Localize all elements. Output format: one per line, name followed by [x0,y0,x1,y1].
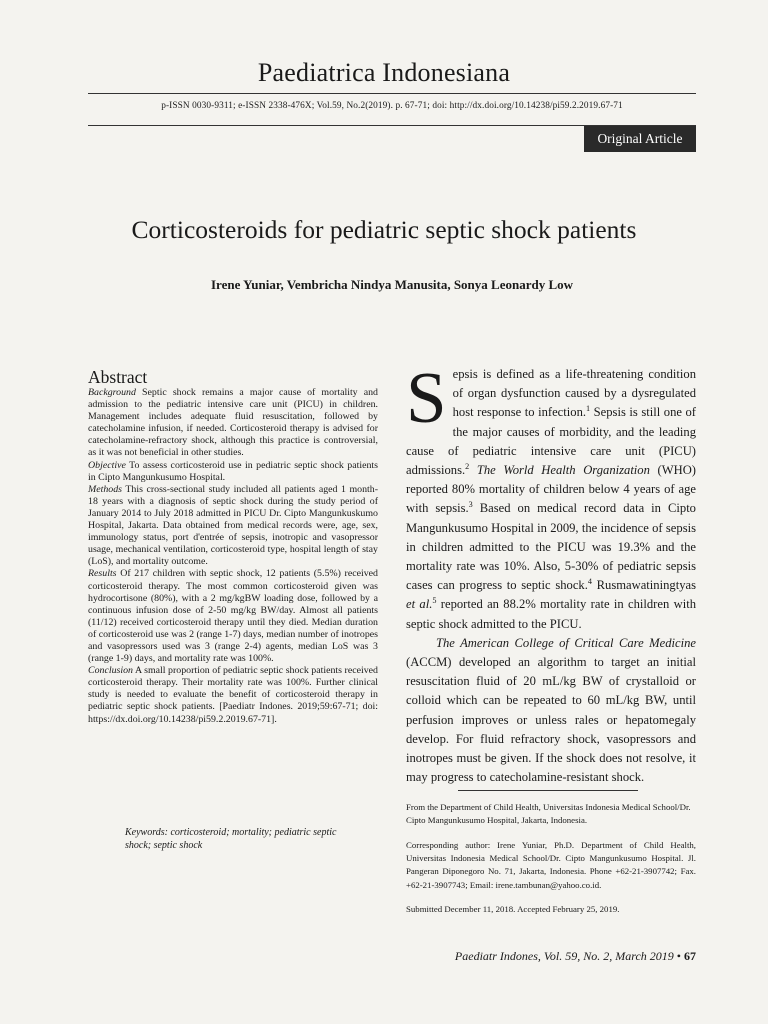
intro-text-g: reported an 88.2% mortality rate in children with septic shock admitted to the PICU. [406,597,696,631]
corresponding-author-note: Corresponding author: Irene Yuniar, Ph.D. Department of Child Health, Universitas Indonesia Medical School/Dr. Cipto Mangunkusumo Hospital. Jl. Pangeran Diponegoro No. 71, Jakarta, Indonesia. Phone +62-21-3907742; Fax. +62-21-3907743; Email: irene.tambunan@yahoo.co.id. [406,840,696,890]
abstract-background [88,387,378,460]
footnote-rule [458,790,638,791]
intro-text-e: Based on medical record data in Cipto Mangunkusumo Hospital in 2009, the incidence of sepsis in children admitted to the PICU was 19.3% and the mortality rate was 10%. Also, 5-30% of pediatric sepsis cases can progress to septic shock. [406,501,696,593]
journal-title: Paediatrica Indonesiana [257,58,511,87]
ref-4: 4 [587,577,592,587]
author-list: Irene Yuniar, Vembricha Nindya Manusita, Sonya Leonardy Low [210,277,574,292]
body-text-column [406,357,696,787]
results-text: Of 217 children with septic shock, 12 patients (5.5%) received corticosteroid therapy. The most common corticosteroid given was hydrocortisone (80%), with a 2 mg/kgBW loading dose, followed by a continuous infusion dose of 2-50 mg/kg BW/day. Almost all patients (11/12) received corticosteroid therapy until they died. Median duration of corticosteroid use was 2 (range 1-7) days, median number of inotropes and vasopressors used was 3 (range 2-4) agents, median LoS was 3 (range 1-9) days, and mortality rate was 100%. [88,568,378,665]
abstract-results [88,568,378,665]
et-al: et al. [406,597,433,612]
affiliation-note: From the Department of Child Health, Universitas Indonesia Medical School/Dr. Cipto Mangunkusumo Hospital, Jakarta, Indonesia. [406,802,691,826]
background-label: Background [88,387,136,398]
footer-citation: Paediatr Indones, Vol. 59, No. 2, March 2019 [454,949,674,963]
abstract-conclusion [88,665,378,725]
intro-text-b: Sepsis is still one of the major causes of morbidity, and the leading cause of pediatric intensive care unit (PICU) admissions. [406,405,696,478]
article-type-label: Original Article [584,126,696,152]
issn-doi-line: p-ISSN 0030-9311; e-ISSN 2338-476X; Vol.59, No.2(2019). p. 67-71; doi: http://dx.doi.org/10.14238/pi59.2.2019.67-71 [161,101,623,111]
objective-text: To assess corticosteroid use in pediatric septic shock patients in Cipto Mangunkusumo Hospital. [88,459,378,483]
header-rule [88,93,696,94]
methods-label: Methods [88,483,123,495]
page-footer [406,949,696,964]
ref-1: 1 [586,404,591,414]
submission-dates: Submitted December 11, 2018. Accepted February 25, 2019. [406,904,620,914]
ref-2: 2 [465,461,470,471]
abstract-heading: Abstract [88,367,148,387]
conclusion-label: Conclusion [88,665,133,677]
methods-text: This cross-sectional study included all patients aged 1 month-18 years with a diagnosis of septic shock during the study period of January 2014 to July 2018 admitted in PICU Dr. Cipto Mangunkuskumo Hospital, Jakarta. Data obtained from medical records were, age, sex, immunology status, port d'entrée of sepsis, inotropic and vasopressor usage, mechanical ventilation, corticosteroid type, hospital length of stay (LoS), and mortality outcome. [88,483,378,568]
accm-text: (ACCM) developed an algorithm to target an initial resuscitation fluid of 20 mL/kg BW of crystalloid or colloid which can be repeated to 60 mL/kg BW, until perfusion improves or unless rales or hepatomegaly develop. For fluid refractory shock, vasopressors and inotropes must be given. If the shock does not resolve, it may progress to catecholamine-resistant shock. [406,655,696,785]
page-number: 67 [684,949,696,963]
intro-text-d: (WHO) reported 80% mortality of children below 4 years of age with sepsis. [406,463,696,516]
intro-paragraph [406,357,696,634]
ref-3: 3 [468,500,473,510]
who-name: The World Health Organization [469,463,650,478]
article-title: Corticosteroids for pediatric septic shock patients [131,215,637,244]
abstract-objective [88,460,378,484]
abstract-methods [88,484,378,569]
objective-label: Objective [88,459,126,471]
abstract-body [88,387,378,726]
conclusion-text: A small proportion of pediatric septic shock patients received corticosteroid therapy. Their mortality rate was 100%. Further clinical study is needed to evaluate the benefit of corticosteroid therapy in pediatric septic shock patients. [Paediatr Indones. 2019;59:67-71; doi: https://dx.doi.org/10.14238/pi59.2.2019.67-71]. [88,665,378,725]
accm-name: The American College of Critical Care Medicine [436,635,696,650]
intro-text-f: Rusmawatiningtyas [591,578,696,593]
background-text: Septic shock remains a major cause of mortality and admission to the pediatric intensive care unit (PICU) in children. Management includes adequate fluid resuscitation, followed by catecholamine infusion, if needed. Corticosteroid therapy is advised for catecholamine-refractory shock, although this practice is controversial, as it was not beneficial in other studies. [88,387,378,459]
keywords: Keywords: corticosteroid; mortality; pediatric septic shock; septic shock [125,827,337,851]
accm-paragraph [406,634,696,788]
ref-5: 5 [432,596,437,606]
intro-text-a: epsis is defined as a life-threatening condition of organ dysfunction caused by a dysregulated host response to infection. [452,367,696,420]
footer-bullet: • [673,949,684,963]
drop-cap: S [406,357,447,438]
results-label: Results [88,568,117,580]
